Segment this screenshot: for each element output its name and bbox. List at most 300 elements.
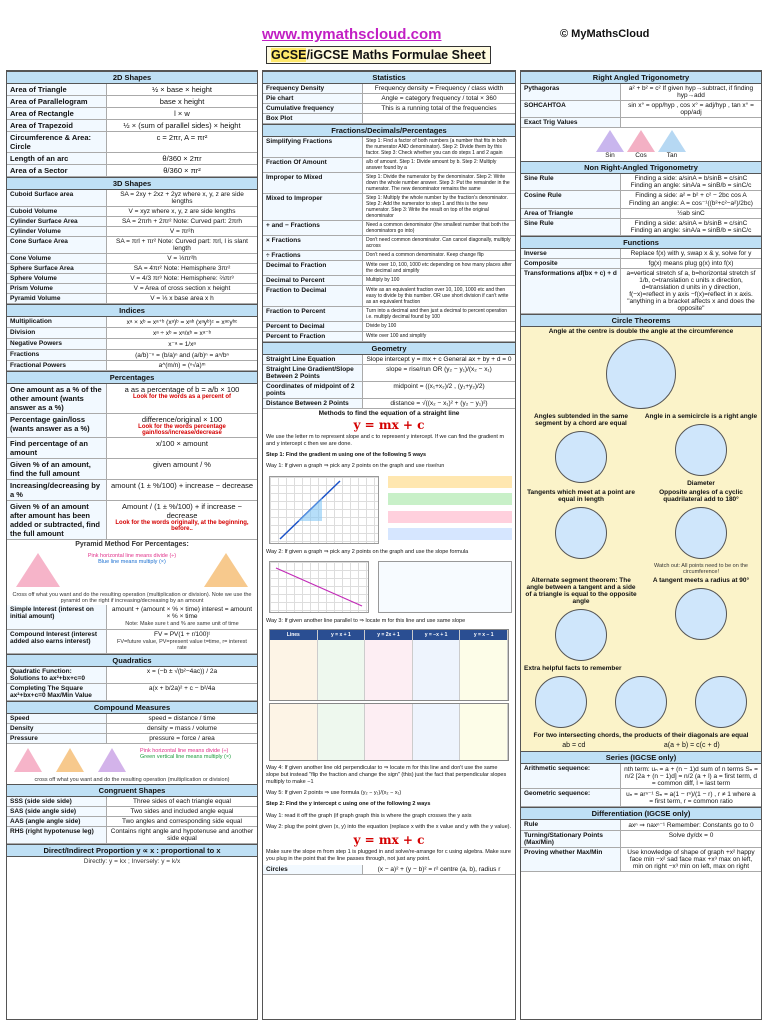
circle-diagram (675, 424, 727, 476)
table-row (7, 684, 257, 701)
circle-diagram (675, 588, 727, 640)
row-formula: amount (1 ± %/100) + increase − decrease (110, 481, 254, 490)
row-value (107, 274, 257, 283)
row-key: Straight Line Equation (263, 355, 363, 364)
trig-tan (658, 130, 686, 159)
trig-label: Sin (605, 152, 615, 159)
table-row (521, 789, 761, 807)
row-formula: Solve dy/dx = 0 (668, 832, 714, 839)
section-functions-heading: Functions (521, 236, 761, 249)
row-value (363, 173, 515, 193)
theorem-tangents: Tangents which meet at a point are equal in length (527, 489, 635, 503)
row-formula: axⁿ ⇒ naxⁿ⁻¹ Remember: Constants go to 0 (628, 822, 754, 829)
row-formula: x⁻ᵃ = 1/xᵃ (168, 341, 196, 348)
slope-working (378, 561, 512, 613)
table-row (263, 365, 515, 382)
table-row (263, 382, 515, 399)
row-value (621, 259, 761, 268)
pyramid-legend (77, 553, 187, 587)
row-value (107, 96, 257, 107)
row-value (621, 831, 761, 847)
trig-sin (596, 130, 624, 159)
chords-equations (521, 740, 761, 751)
table-cell (460, 640, 508, 700)
row-key: Coordinates of midpoint of 2 points (263, 382, 363, 398)
row-key: Pressure (7, 734, 107, 743)
theorem-cell (521, 488, 641, 576)
row-value (363, 286, 515, 306)
list-differentiation (521, 820, 761, 872)
row-formula: midpoint = ((x₁+x₂)/2 , (y₁+y₂)/2) (393, 383, 485, 390)
simple-interest-formula: amount + (amount × % × time) interest = amount × % × time (111, 606, 253, 620)
list-3d-shapes (7, 190, 257, 304)
gradient-example (388, 493, 512, 505)
theorem-extra: Extra helpful facts to remember (524, 665, 622, 672)
table-head: y = x + 1 (318, 630, 366, 640)
row-value (363, 104, 515, 113)
theorem-diagram (641, 421, 761, 479)
list-compound-measures (7, 714, 257, 744)
way5-text: Way 5: If given 2 points ⇒ use formula (y₂ − y₁)/(x₂ − x₁) (266, 790, 402, 797)
way2-text: Way 2: If given a graph ⇒ pick any 2 points on the graph and use the slope formula (266, 548, 469, 555)
row-formula: uₙ = arⁿ⁻¹ Sₙ = a(1 − rⁿ)/(1 − r) , r ≠ 1 where a = first term, r = common ratio (626, 791, 756, 805)
circle-diagram (695, 676, 747, 728)
list-rat (521, 84, 761, 128)
row-value (363, 194, 515, 220)
row-key: Length of an arc (7, 153, 107, 164)
table-row (7, 108, 257, 120)
row-value (363, 365, 515, 381)
row-value (363, 236, 515, 250)
row-key: Proving whether Max/Min (521, 848, 621, 871)
pyramid-pink-text: Pink horizontal line means divide (÷) (87, 553, 177, 559)
row-value (363, 261, 515, 275)
cos-triangle (627, 130, 655, 152)
table-row (263, 276, 515, 286)
section-congruent-heading: Congruent Shapes (7, 784, 257, 797)
theorem-pair (521, 576, 761, 664)
row-value (107, 827, 257, 843)
row-key: Rule (521, 820, 621, 830)
row-formula: given amount / % (153, 460, 211, 469)
row-key: Area of Triangle (521, 209, 621, 218)
sin-triangle (596, 130, 624, 152)
circle-diagram (535, 676, 587, 728)
row-formula: V = Area of cross section x height (133, 285, 231, 292)
gradient-example (388, 528, 512, 540)
theorem-pair (521, 412, 761, 488)
table-row (7, 328, 257, 339)
table-row (7, 294, 257, 304)
table-row (7, 724, 257, 734)
row-formula: xᵃ ÷ xᵇ = xᵃ/xᵇ = xᵃ⁻ᵇ (152, 330, 212, 337)
row-value (621, 101, 761, 117)
table-row (521, 259, 761, 269)
compound-pink-text: Pink horizontal line means divide (÷) (140, 748, 229, 754)
row-value (107, 153, 257, 164)
row-formula: a as a percentage of b = a/b × 100 (124, 385, 240, 394)
table-row (263, 286, 515, 307)
list-geometry (263, 355, 515, 409)
table-cell (318, 704, 366, 760)
table-row (521, 249, 761, 259)
pyramid-triangle (204, 553, 248, 587)
row-value (107, 667, 257, 683)
row-formula: Write over 10, 100, 1000 etc depending on how many places after the decimal and simplify (366, 262, 512, 274)
row-formula: This is a running total of the frequencies (381, 105, 497, 112)
row-key: Quadratic Function: Solutions to ax²+bx+c=0 (7, 667, 107, 683)
slope-graph (269, 561, 369, 613)
row-value (107, 132, 257, 152)
table-cell (365, 704, 413, 760)
theorem-diagram (521, 504, 641, 562)
row-formula: Slope intercept y = mx + c General ax + by + d = 0 (366, 356, 512, 363)
row-value (621, 219, 761, 235)
row-key: Arithmetic sequence: (521, 764, 621, 788)
row-value (363, 307, 515, 321)
table-cell (270, 640, 318, 700)
parallel-lines-table (269, 629, 509, 701)
theorem-segment: Angles subtended in the same segment by a chord are equal (534, 413, 628, 427)
table-row (263, 251, 515, 261)
row-formula: Contains right angle and hypotenuse and another side equal (110, 828, 254, 842)
row-key: Straight Line Gradient/Slope Between 2 Points (263, 365, 363, 381)
section-statistics-heading: Statistics (263, 71, 515, 84)
row-value (107, 797, 257, 806)
row-formula: Use knowledge of shape of graph +x² happy face min −x² sad face max +x³ max on left, min on right −x³ min on left, max on right (627, 849, 755, 870)
table-row (521, 84, 761, 101)
theorem-pair (521, 488, 761, 576)
table-row (263, 221, 515, 236)
list-functions (521, 249, 761, 314)
row-key: Distance Between 2 Points (263, 399, 363, 408)
row-value (107, 361, 257, 370)
table-row (7, 339, 257, 350)
list-quadratics (7, 667, 257, 701)
table-row (263, 137, 515, 158)
row-value (107, 328, 257, 338)
compound-measures-triangles (7, 744, 257, 776)
table-row (521, 191, 761, 209)
row-key: SSS (side side side) (7, 797, 107, 806)
row-value (363, 355, 515, 364)
row-formula: Write over 100 and simplify (366, 333, 427, 339)
row-formula: θ/360 × 2πr (162, 154, 202, 163)
row-value (621, 789, 761, 806)
title-rest: /iGCSE Maths Formulae Sheet (306, 48, 486, 62)
row-formula: ½ab sinC (677, 210, 705, 217)
row-value (363, 399, 515, 408)
row-key: SOHCAHTOA (521, 101, 621, 117)
row-key: Area of Trapezoid (7, 120, 107, 131)
table-head: y = x − 1 (460, 630, 508, 640)
row-formula: SA = 4πr² Note: Hemisphere 3πr² (133, 265, 231, 272)
row-key: Pythagoras (521, 84, 621, 100)
row-formula: distance = √((x₂ − x₁)² + (y₂ − y₁)²) (390, 400, 488, 407)
table-head: Lines (270, 630, 318, 640)
row-formula: a=vertical stretch sf a, b=horizontal stretch sf 1/b, c=translation c units x direction, d=translation d units in y direction, f(−x)=reflect in y axis −f(x)=reflect in x axis. "anything in a bracket affects x and does the opposite" (626, 270, 756, 312)
pyramid-blue-text: Blue line means multiply (×) (98, 559, 166, 565)
table-row (521, 269, 761, 314)
section-percentages-heading: Percentages (7, 371, 257, 384)
table-row (521, 174, 761, 191)
pressure-triangle (98, 748, 126, 772)
way2b-text: Way 2: plug the point given (x, y) into the equation (replace x with the x value and y with the y value). (266, 823, 511, 830)
table-row (7, 284, 257, 294)
row-value (107, 714, 257, 723)
table-row (7, 207, 257, 217)
row-key: Speed (7, 714, 107, 723)
row-value (107, 734, 257, 743)
pyramid-note: Cross off what you want and do the resulting operation (multiplication or division). Note we use the pyramid on the right if increasing/decreasing by an amount (12, 592, 252, 604)
row-value (107, 384, 257, 413)
row-key: Given % of an amount, find the full amount (7, 459, 107, 479)
row-value (363, 114, 515, 123)
row-value (107, 350, 257, 360)
section-proportion-heading: Direct/Indirect Proportion y ∝ x : proportional to x (7, 844, 257, 857)
trig-triangles (521, 128, 761, 161)
table-row (263, 236, 515, 251)
theorem-cyclic: Opposite angles of a cyclic quadrilateral add to 180° (659, 489, 743, 503)
row-formula: V = πr²h (169, 228, 195, 235)
compound-green-text: Green vertical line means multiply (×) (140, 754, 231, 760)
row-key: × Fractions (263, 236, 363, 250)
row-key: Cylinder Surface Area (7, 217, 107, 226)
table-row (7, 317, 257, 328)
step2-text: Step 2: Find the y intercept c using one of the following 2 ways (266, 801, 431, 808)
row-key: Sphere Surface Area (7, 264, 107, 273)
row-formula: x = (−b ± √(b²−4ac)) / 2a (146, 668, 218, 675)
row-formula: c = 2πr, A = πr² (156, 133, 208, 142)
table-row (7, 274, 257, 284)
table-row (7, 350, 257, 361)
row-formula: a(x + b/2a)² + c − b²/4a (148, 685, 216, 692)
row-hint: Look for the words as a percent of (132, 394, 231, 400)
row-key: Multiplication (7, 317, 107, 327)
row-key: Inverse (521, 249, 621, 258)
row-key: Fraction to Percent (263, 307, 363, 321)
row-key: Density (7, 724, 107, 733)
site-link[interactable]: www.mymathscloud.com (262, 26, 442, 43)
simple-interest-key: Simple Interest (interest on initial amount) (7, 605, 107, 629)
copyright: © MyMathsCloud (560, 28, 650, 40)
table-row (7, 120, 257, 132)
theorem-alternate: Alternate segment theorem: The angle between a tangent and a side of a triangle is equal to the opposite angle (525, 577, 637, 605)
theorem-cell (521, 576, 641, 664)
table-row (7, 254, 257, 264)
circle-diagram (555, 507, 607, 559)
row-key: Geometric sequence: (521, 789, 621, 806)
tan-triangle (658, 130, 686, 152)
step1-text: Step 1: Find the gradient m using one of the following 5 ways (266, 452, 427, 459)
row-key: Pyramid Volume (7, 294, 107, 303)
row-formula: xᵃ × xᵇ = xᵃ⁺ᵇ (xᵃ)ᵇ = xᵃᵇ (xᵃyᵇ)ᶜ = xᵃᶜyᵇᶜ (126, 319, 238, 326)
way4-text: Way 4: If given another line old perpendicular to ⇒ locate m for this line and don't use the same slope but instead "flip the fraction and change the sign" (this) just the fact that perpendicular slopes multiply to make −1 (266, 764, 507, 786)
table-cell (413, 640, 461, 700)
row-value (107, 414, 257, 437)
row-key: Cuboid Volume (7, 207, 107, 216)
row-formula: fg(x) means plug g(x) into f(x) (648, 260, 734, 267)
section-fractions-heading: Fractions/Decimals/Percentages (263, 124, 515, 137)
row-formula: a^(m/n) = (ⁿ√a)ᵐ (158, 362, 206, 369)
row-key: Fractions (7, 350, 107, 360)
column-middle (262, 70, 516, 1020)
methods-intro: We use the letter m to represent slope and c to represent y intercept. If we can find the gradient m and y intercept c then we are done. (266, 434, 505, 448)
row-formula: V = ⅓ x base area x h (150, 295, 214, 302)
table-row (7, 153, 257, 165)
row-formula: Three sides of each triangle equal (133, 798, 231, 805)
circle-diagram (555, 431, 607, 483)
list-series (521, 764, 761, 807)
way2-diagrams (263, 558, 515, 616)
row-value (621, 249, 761, 258)
theorem-chords: For two intersecting chords, the products of their diagonals are equal (533, 732, 749, 739)
row-formula: density = mass / volume (147, 725, 217, 732)
theorem-diagram (521, 336, 761, 412)
row-formula: Finding a side: a/sinA = b/sinB = c/sinC Finding an angle: sinA/a = sinB/b = sinC/c (630, 220, 752, 234)
circle-diagram (606, 339, 676, 409)
way1-text: Way 1: If given a graph ⇒ pick any 2 points on the graph and use rise/run (266, 463, 445, 470)
table-row (521, 820, 761, 831)
theorem-diagram (521, 673, 761, 731)
methods-heading: Methods to find the equation of a straight line (318, 410, 460, 417)
compound-interest-formula: FV = PV(1 + r/100)ᵗ (154, 631, 210, 638)
row-value (107, 227, 257, 236)
row-key: Negative Powers (7, 339, 107, 349)
table-row (7, 361, 257, 371)
table-row (7, 734, 257, 744)
row-value (107, 284, 257, 293)
row-key: Decimal to Percent (263, 276, 363, 285)
table-row (263, 84, 515, 94)
table-cell (318, 640, 366, 700)
table-row (521, 219, 761, 236)
row-value (621, 848, 761, 871)
trig-label: Cos (635, 152, 647, 159)
row-value (107, 84, 257, 95)
row-formula: base x height (159, 97, 205, 106)
table-row (263, 322, 515, 332)
row-key: Cone Volume (7, 254, 107, 263)
row-formula: V = xyz where x, y, z are side lengths (128, 208, 236, 215)
row-formula: Angle = category frequency / total × 360 (381, 95, 497, 102)
slope-graph-line (270, 562, 368, 612)
row-formula: Finding a side: a² = b² + c² − 2bc cos A Finding an angle: A = cos⁻¹((b²+c²−a²)/2bc) (629, 192, 753, 207)
table-cell (460, 704, 508, 760)
row-value (107, 254, 257, 263)
table-row (7, 84, 257, 96)
row-key: Exact Trig Values (521, 118, 621, 127)
circles-key: Circles (263, 865, 363, 874)
row-formula: SA = 2πrh + 2πr² Note: Curved part: 2πrh (121, 218, 243, 225)
table-row (7, 480, 257, 501)
section-2d-shapes-heading: 2D Shapes (7, 71, 257, 84)
list-statistics (263, 84, 515, 124)
row-value (363, 158, 515, 172)
list-congruent (7, 797, 257, 844)
pyramid-diagrams (7, 549, 257, 591)
row-value (621, 191, 761, 208)
row-value (107, 480, 257, 500)
table-row (263, 173, 515, 194)
row-value (363, 137, 515, 157)
table-row (263, 332, 515, 342)
trig-label: Tan (666, 152, 678, 159)
page-header (0, 0, 768, 62)
theorem-diagram (521, 606, 641, 664)
section-nrat-heading: Non Right-Angled Trigonometry (521, 161, 761, 174)
row-formula: Replace f(x) with y, swap x & y, solve for y (630, 250, 752, 257)
row-formula: ½ × base × height (151, 85, 213, 94)
theorem-radius: A tangent meets a radius at 90° (652, 577, 750, 584)
row-formula: Frequency density = Frequency / class width (374, 85, 504, 92)
gradient-examples (385, 473, 515, 547)
row-formula: l × w (174, 109, 190, 118)
row-value (621, 84, 761, 100)
table-row (263, 355, 515, 365)
row-formula: Two angles and corresponding side equal (122, 818, 242, 825)
gradient-graph (269, 476, 379, 544)
table-row (7, 501, 257, 540)
list-nrat (521, 174, 761, 236)
row-key: Percent to Fraction (263, 332, 363, 341)
compound-interest-note: FV=future value, PV=present value t=time, r= interest rate (117, 639, 247, 651)
row-value (363, 94, 515, 103)
row-key: Cumulative frequency (263, 104, 363, 113)
main-equation: y = mx + c (353, 418, 425, 432)
row-value (107, 264, 257, 273)
row-formula: slope = rise/run OR (y₂ − y₁)/(x₂ − x₁) (386, 366, 492, 373)
gradient-example (388, 511, 512, 523)
table-row (7, 667, 257, 684)
table-row (7, 797, 257, 807)
row-value (107, 501, 257, 539)
row-formula: θ/360 × πr² (163, 166, 201, 175)
gradient-graph-line (270, 477, 378, 543)
table-row (7, 96, 257, 108)
table-head: y = −x + 1 (413, 630, 461, 640)
section-differentiation-heading: Differentiation (IGCSE only) (521, 807, 761, 820)
table-head: y = 2x + 1 (365, 630, 413, 640)
table-row (263, 104, 515, 114)
column-left (6, 70, 258, 1020)
row-value (363, 382, 515, 398)
list-fractions (263, 137, 515, 342)
gradient-example (388, 476, 512, 488)
table-row (521, 764, 761, 789)
theorem-centre: Angle at the centre is double the angle at the circumference (548, 328, 734, 335)
row-formula: sin x° = opp/hyp , cos x° = adj/hyp , tan x° = opp/adj (628, 102, 754, 116)
row-key: Area of a Sector (7, 165, 107, 176)
row-key: Area of Rectangle (7, 108, 107, 119)
row-key: Increasing/decreasing by a % (7, 480, 107, 500)
row-formula: a² + b² = c² If given hyp→subtract, if finding hyp→add (628, 85, 754, 99)
table-cell (413, 704, 461, 760)
section-quadratics-heading: Quadratics (7, 654, 257, 667)
row-key: Cone Surface Area (7, 237, 107, 253)
row-formula: Two sides and included angle equal (130, 808, 234, 815)
way1-diagrams (263, 473, 515, 547)
list-percentages (7, 384, 257, 540)
row-value (107, 237, 257, 253)
row-key: Simplifying Fractions (263, 137, 363, 157)
row-key: Given % of an amount after amount has been added or subtracted, find the full amount (7, 501, 107, 539)
final-equation: y = mx + c (353, 832, 425, 847)
table-row (7, 237, 257, 254)
row-formula: Need a common denominator (the smallest number that both the denominators go into) (366, 222, 510, 234)
way1b-text: Way 1: read it off the graph (if graph graph this is where the graph crosses the y axis (266, 812, 472, 819)
row-key: Transformations af(bx + c) + d (521, 269, 621, 313)
